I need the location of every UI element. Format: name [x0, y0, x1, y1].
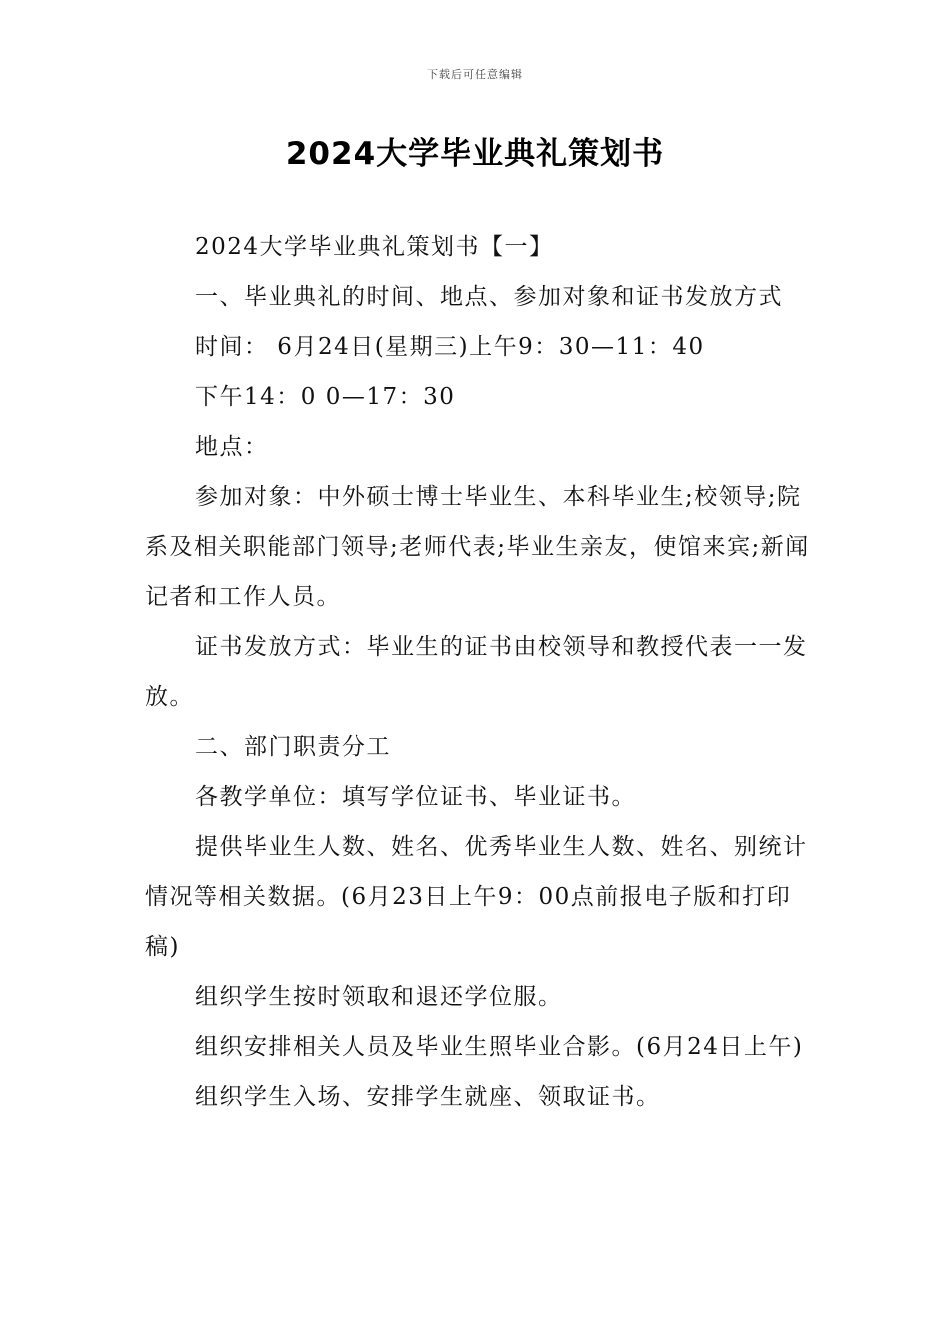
- paragraph-subtitle: 2024大学毕业典礼策划书【一】: [195, 234, 554, 260]
- header-note: 下载后可任意编辑: [427, 68, 523, 81]
- paragraph-duty: 提供毕业生人数、姓名、优秀毕业生人数、姓名、别统计情况等相关数据。(6月23日上午9：00点前报电子版和打印稿): [145, 834, 808, 960]
- paragraph-location: 地点：: [195, 434, 269, 460]
- paragraph-section-heading: 二、部门职责分工: [195, 734, 391, 760]
- paragraph-duty: 组织学生按时领取和退还学位服。: [195, 984, 563, 1010]
- paragraph-afternoon: 下午14：0 0—17：30: [195, 384, 456, 410]
- paragraph-participants: 参加对象：中外硕士博士毕业生、本科毕业生;校领导;院系及相关职能部门领导;老师代表;毕业生亲友，使馆来宾;新闻记者和工作人员。: [145, 484, 810, 610]
- paragraph-duty: 组织安排相关人员及毕业生照毕业合影。(6月24日上午): [195, 1034, 804, 1060]
- paragraph-time: 时间： 6月24日(星期三)上午9：30—11：40: [195, 334, 705, 360]
- document-title: 2024大学毕业典礼策划书: [285, 136, 665, 172]
- paragraph-certificates: 证书发放方式：毕业生的证书由校领导和教授代表一一发放。: [145, 634, 808, 710]
- paragraph-section-heading: 一、毕业典礼的时间、地点、参加对象和证书发放方式: [195, 284, 783, 310]
- paragraph-duty: 各教学单位：填写学位证书、毕业证书。: [195, 784, 636, 810]
- paragraph-duty: 组织学生入场、安排学生就座、领取证书。: [195, 1084, 661, 1110]
- document-body: [145, 222, 817, 1122]
